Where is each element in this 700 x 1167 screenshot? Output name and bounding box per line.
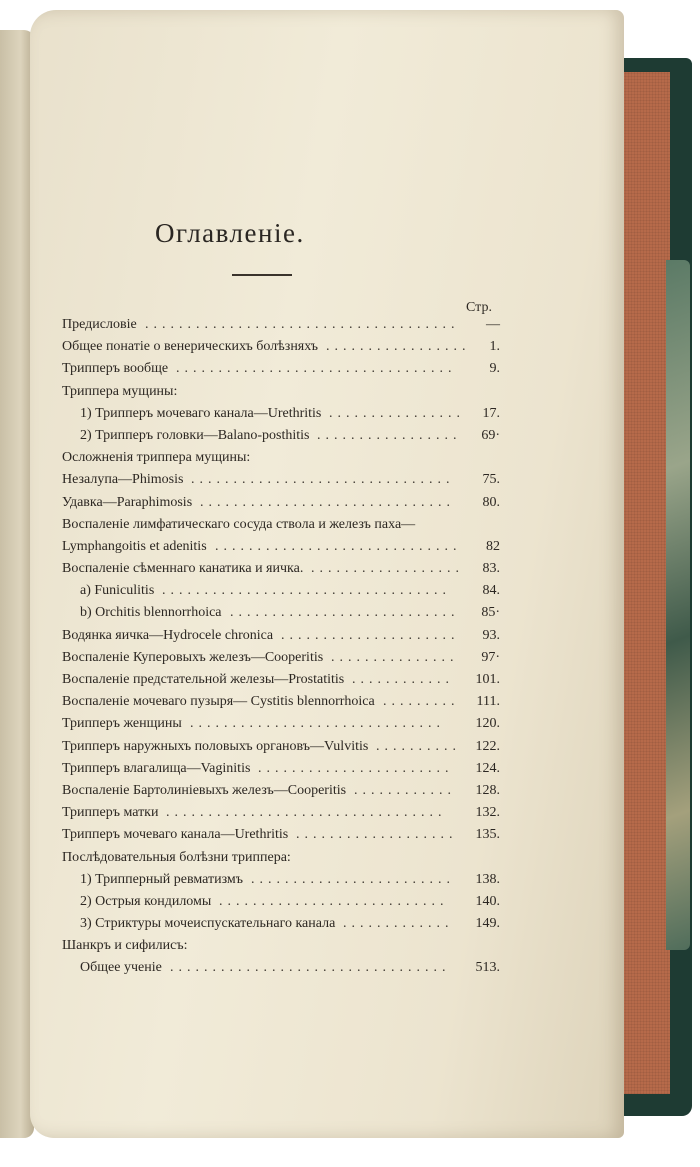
toc-entry bbox=[62, 425, 502, 447]
toc-entry-title: Трипперъ влагалища—Vaginitis bbox=[62, 760, 251, 776]
leader-dots: ................. bbox=[326, 339, 471, 355]
toc-entry bbox=[62, 847, 502, 869]
toc-entry-page: 140. bbox=[475, 893, 500, 909]
toc-entry-page: 80. bbox=[482, 494, 500, 510]
toc-entry bbox=[62, 669, 502, 691]
toc-entry bbox=[62, 736, 502, 758]
toc-entry-page: 138. bbox=[475, 871, 500, 887]
toc-entry-title: Общее понатіе о венерическихъ болѣзняхъ bbox=[62, 339, 318, 355]
toc-entry bbox=[62, 403, 502, 425]
toc-entry bbox=[62, 869, 502, 891]
leader-dots: ..................................... bbox=[145, 317, 460, 332]
toc-entry-page: 9. bbox=[489, 361, 500, 377]
toc-entry-page: 149. bbox=[475, 916, 500, 932]
toc-entry-title: 3) Стриктуры мочеиспускательнаго канала bbox=[80, 916, 336, 932]
toc-entry bbox=[62, 447, 502, 469]
toc-entry-page: 69· bbox=[481, 427, 500, 443]
table-of-contents bbox=[62, 314, 502, 980]
toc-entry-title: Воспаленіе мочеваго пузыря— Cystitis blennorrhoica bbox=[62, 694, 375, 710]
toc-entry-title: Предисловіе bbox=[62, 317, 137, 332]
toc-entry-title: Послѣдовательныя болѣзни триппера: bbox=[62, 849, 291, 865]
toc-entry-page: 132. bbox=[475, 805, 500, 821]
toc-entry bbox=[62, 381, 502, 403]
toc-entry bbox=[62, 625, 502, 647]
toc-entry-title: Воспаленіе Куперовыхъ железъ—Cooperitis bbox=[62, 649, 324, 665]
toc-entry-page: 75. bbox=[482, 472, 500, 488]
toc-entry-title: Трипперъ матки bbox=[62, 805, 159, 821]
leader-dots: ............... bbox=[331, 649, 459, 665]
toc-entry bbox=[62, 802, 502, 824]
leader-dots: .............................. bbox=[190, 716, 445, 732]
toc-entry bbox=[62, 758, 502, 780]
toc-entry-title: 1) Трипперъ мочеваго канала—Urethritis bbox=[80, 405, 322, 421]
toc-entry-title: Трипперъ мочеваго канала—Urethritis bbox=[62, 827, 289, 843]
toc-entry-title: Триппера мущины: bbox=[62, 383, 178, 399]
toc-entry bbox=[62, 536, 502, 558]
leader-dots: ......... bbox=[383, 694, 460, 710]
toc-entry bbox=[62, 691, 502, 713]
toc-entry-page: 17. bbox=[482, 405, 500, 421]
toc-entry bbox=[62, 314, 502, 336]
leader-dots: .............................. bbox=[200, 494, 455, 510]
leader-dots: ................... bbox=[296, 827, 458, 843]
toc-entry-page: 124. bbox=[475, 760, 500, 776]
leader-dots: ................................. bbox=[166, 805, 447, 821]
toc-entry-page: — bbox=[486, 317, 500, 332]
toc-entry-page: 84. bbox=[482, 583, 500, 599]
toc-entry bbox=[62, 780, 502, 802]
marbled-board bbox=[666, 260, 690, 950]
toc-entry-title: Трипперъ наружныхъ половыхъ органовъ—Vulvitis bbox=[62, 738, 369, 754]
leader-dots: ............ bbox=[354, 782, 456, 798]
leader-dots: ............ bbox=[352, 672, 454, 687]
toc-entry bbox=[62, 336, 502, 358]
toc-entry-title: Трипперъ женщины bbox=[62, 716, 182, 732]
toc-entry bbox=[62, 913, 502, 935]
toc-entry-page: 122. bbox=[475, 738, 500, 754]
toc-entry-title: 2) Трипперъ головки—Balano-posthitis bbox=[80, 427, 310, 443]
toc-entry-title: Общее ученіе bbox=[80, 960, 162, 976]
toc-entry bbox=[62, 824, 502, 846]
toc-entry-page: 101. bbox=[475, 672, 500, 687]
toc-entry bbox=[62, 514, 502, 536]
toc-entry-page: 93. bbox=[482, 627, 500, 643]
leader-dots: ................ bbox=[329, 405, 465, 421]
toc-entry-title: 1) Трипперный ревматизмъ bbox=[80, 871, 244, 887]
toc-entry-title: Незалупа—Phimosis bbox=[62, 472, 184, 488]
left-page-edge bbox=[0, 30, 34, 1138]
toc-entry-title: Воспаленіе лимфатическаго сосуда ствола и железъ паха— bbox=[62, 516, 416, 532]
toc-entry-page: 83. bbox=[482, 561, 500, 577]
toc-entry bbox=[62, 492, 502, 514]
leader-dots: ............. bbox=[343, 916, 454, 932]
title-divider bbox=[232, 274, 292, 276]
toc-entry bbox=[62, 713, 502, 735]
toc-entry-title: Шанкръ и сифилисъ: bbox=[62, 938, 188, 954]
toc-entry-title: Воспаленіе сѣменнаго канатика и яичка. bbox=[62, 561, 304, 577]
toc-entry bbox=[62, 891, 502, 913]
toc-entry-title: 2) Острыя кондиломы bbox=[80, 893, 212, 909]
toc-entry bbox=[62, 558, 502, 580]
toc-entry bbox=[62, 957, 502, 979]
page-column-header: Стр. bbox=[466, 300, 492, 315]
leader-dots: ................................. bbox=[176, 361, 457, 377]
toc-entry-title: b) Orchitis blennorrhoica bbox=[80, 605, 222, 621]
toc-entry-page: 82 bbox=[486, 538, 500, 554]
leader-dots: ................. bbox=[317, 427, 462, 443]
toc-entry bbox=[62, 647, 502, 669]
toc-entry-page: 111. bbox=[476, 694, 500, 710]
leader-dots: ........................... bbox=[219, 893, 449, 909]
leader-dots: .................................. bbox=[162, 583, 451, 599]
toc-entry bbox=[62, 935, 502, 957]
toc-entry-title: a) Funiculitis bbox=[80, 583, 155, 599]
toc-entry-page: 513. bbox=[475, 960, 500, 976]
leader-dots: .................. bbox=[311, 561, 464, 577]
toc-entry-title: Воспаленіе Бартолиніевыхъ железъ—Cooperitis bbox=[62, 782, 347, 798]
leader-dots: .......... bbox=[376, 738, 461, 754]
toc-entry-page: 128. bbox=[475, 782, 500, 798]
toc-entry-page: 97· bbox=[481, 649, 500, 665]
toc-entry-page: 120. bbox=[475, 716, 500, 732]
toc-entry bbox=[62, 602, 502, 624]
toc-entry bbox=[62, 358, 502, 380]
toc-entry-page: 1. bbox=[489, 339, 500, 355]
leader-dots: ..................... bbox=[281, 627, 460, 643]
page-title: Оглавленіе. bbox=[155, 218, 305, 248]
leader-dots: ............................... bbox=[191, 472, 455, 488]
leader-dots: ................................. bbox=[170, 960, 451, 976]
toc-entry-title: Осложненія триппера мущины: bbox=[62, 450, 251, 466]
leader-dots: ........................ bbox=[251, 871, 455, 887]
toc-entry bbox=[62, 580, 502, 602]
toc-entry bbox=[62, 469, 502, 491]
toc-entry-page: 135. bbox=[475, 827, 500, 843]
toc-entry-title: Lymphangoitis et adenitis bbox=[62, 538, 207, 554]
toc-entry-title: Удавка—Paraphimosis bbox=[62, 494, 193, 510]
toc-entry-title: Воспаленіе предстательной железы—Prostatitis bbox=[62, 672, 345, 687]
leader-dots: ....................... bbox=[258, 760, 454, 776]
toc-entry-page: 85· bbox=[481, 605, 500, 621]
toc-entry-title: Трипперъ вообще bbox=[62, 361, 169, 377]
leader-dots: ............................. bbox=[215, 538, 462, 554]
leader-dots: ........................... bbox=[230, 605, 460, 621]
toc-entry-title: Водянка яичка—Hydrocele chronica bbox=[62, 627, 274, 643]
